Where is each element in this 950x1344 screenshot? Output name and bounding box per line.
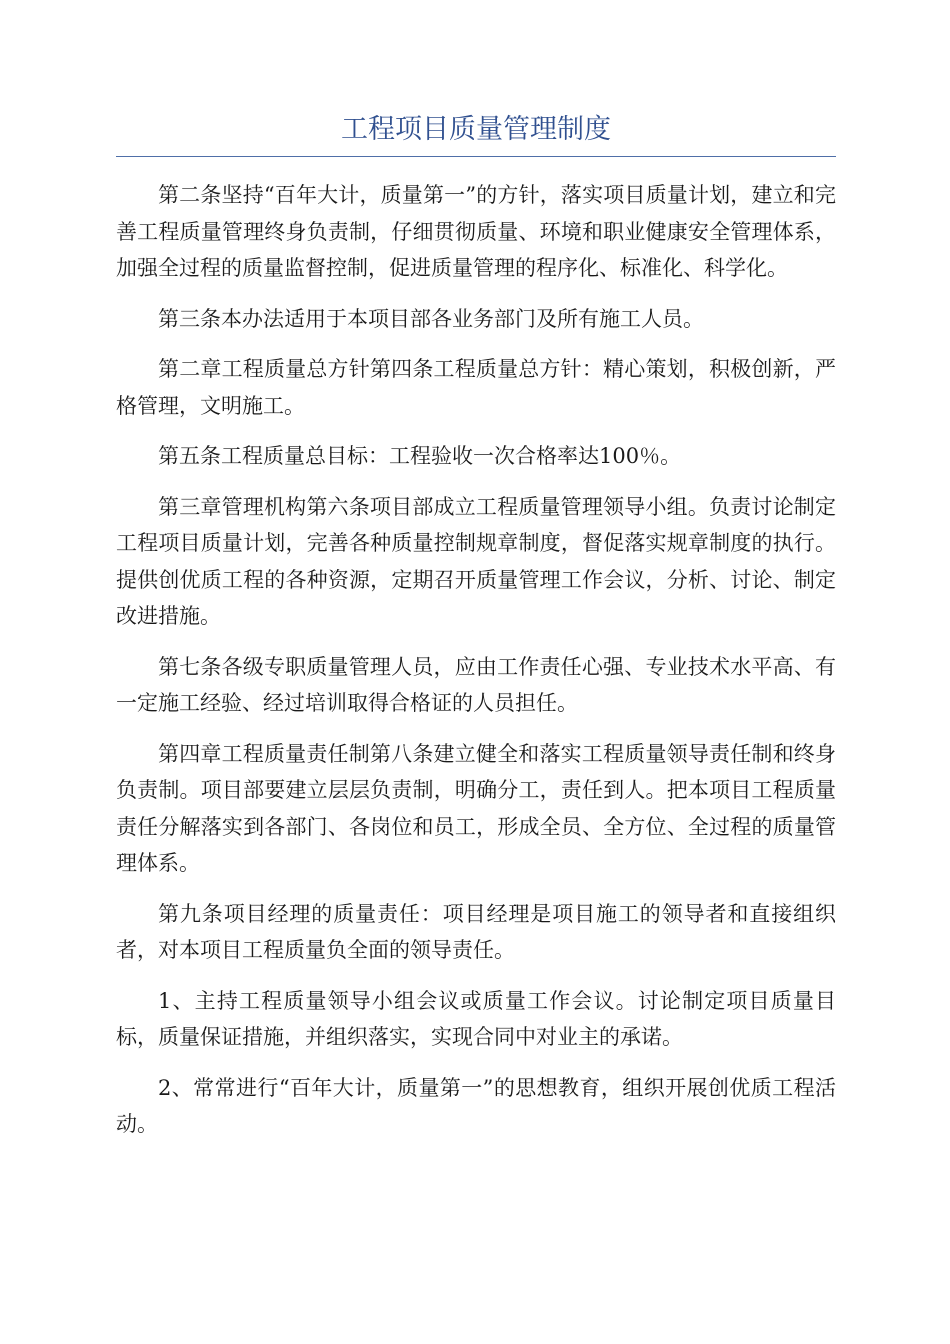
paragraph-article-2: 第二条坚持“百年大计，质量第一”的方针，落实项目质量计划，建立和完善工程质量管理终身负责制，仔细贯彻质量、环境和职业健康安全管理体系，加强全过程的质量监督控制，促进质量管理的程序化、标准化、科学化。	[116, 183, 836, 280]
paragraph-article-7: 第七条各级专职质量管理人员，应由工作责任心强、专业技术水平高、有一定施工经验、经过培训取得合格证的人员担任。	[116, 654, 836, 715]
paragraph-article-9: 第九条项目经理的质量责任：项目经理是项目施工的领导者和直接组织者，对本项目工程质量负全面的领导责任。	[116, 901, 836, 962]
title-underline	[116, 156, 836, 157]
paragraph-article-8: 第四章工程质量责任制第八条建立健全和落实工程质量领导责任制和终身负责制。项目部要建立层层负责制，明确分工，责任到人。把本项目工程质量责任分解落实到各部门、各岗位和员工，形成全员、全方位、全过程的质量管理体系。	[116, 741, 836, 875]
paragraph-item-2: 2、常常进行“百年大计，质量第一”的思想教育，组织开展创优质工程活动。	[116, 1075, 836, 1136]
document-page	[116, 108, 836, 1157]
paragraph-article-5: 第五条工程质量总目标：工程验收一次合格率达100％。	[158, 444, 682, 468]
paragraph-article-4: 第二章工程质量总方针第四条工程质量总方针：精心策划，积极创新，严格管理，文明施工。	[116, 357, 836, 418]
paragraph-item-1: 1、主持工程质量领导小组会议或质量工作会议。讨论制定项目质量目标，质量保证措施，并组织落实，实现合同中对业主的承诺。	[116, 988, 836, 1049]
document-body	[116, 177, 836, 1143]
paragraph-article-3: 第三条本办法适用于本项目部各业务部门及所有施工人员。	[158, 306, 704, 331]
paragraph-article-6: 第三章管理机构第六条项目部成立工程质量管理领导小组。负责讨论制定工程项目质量计划，完善各种质量控制规章制度，督促落实规章制度的执行。提供创优质工程的各种资源，定期召开质量管理工作会议，分析、讨论、制定改进措施。	[116, 494, 836, 628]
document-title: 工程项目质量管理制度	[341, 114, 611, 145]
